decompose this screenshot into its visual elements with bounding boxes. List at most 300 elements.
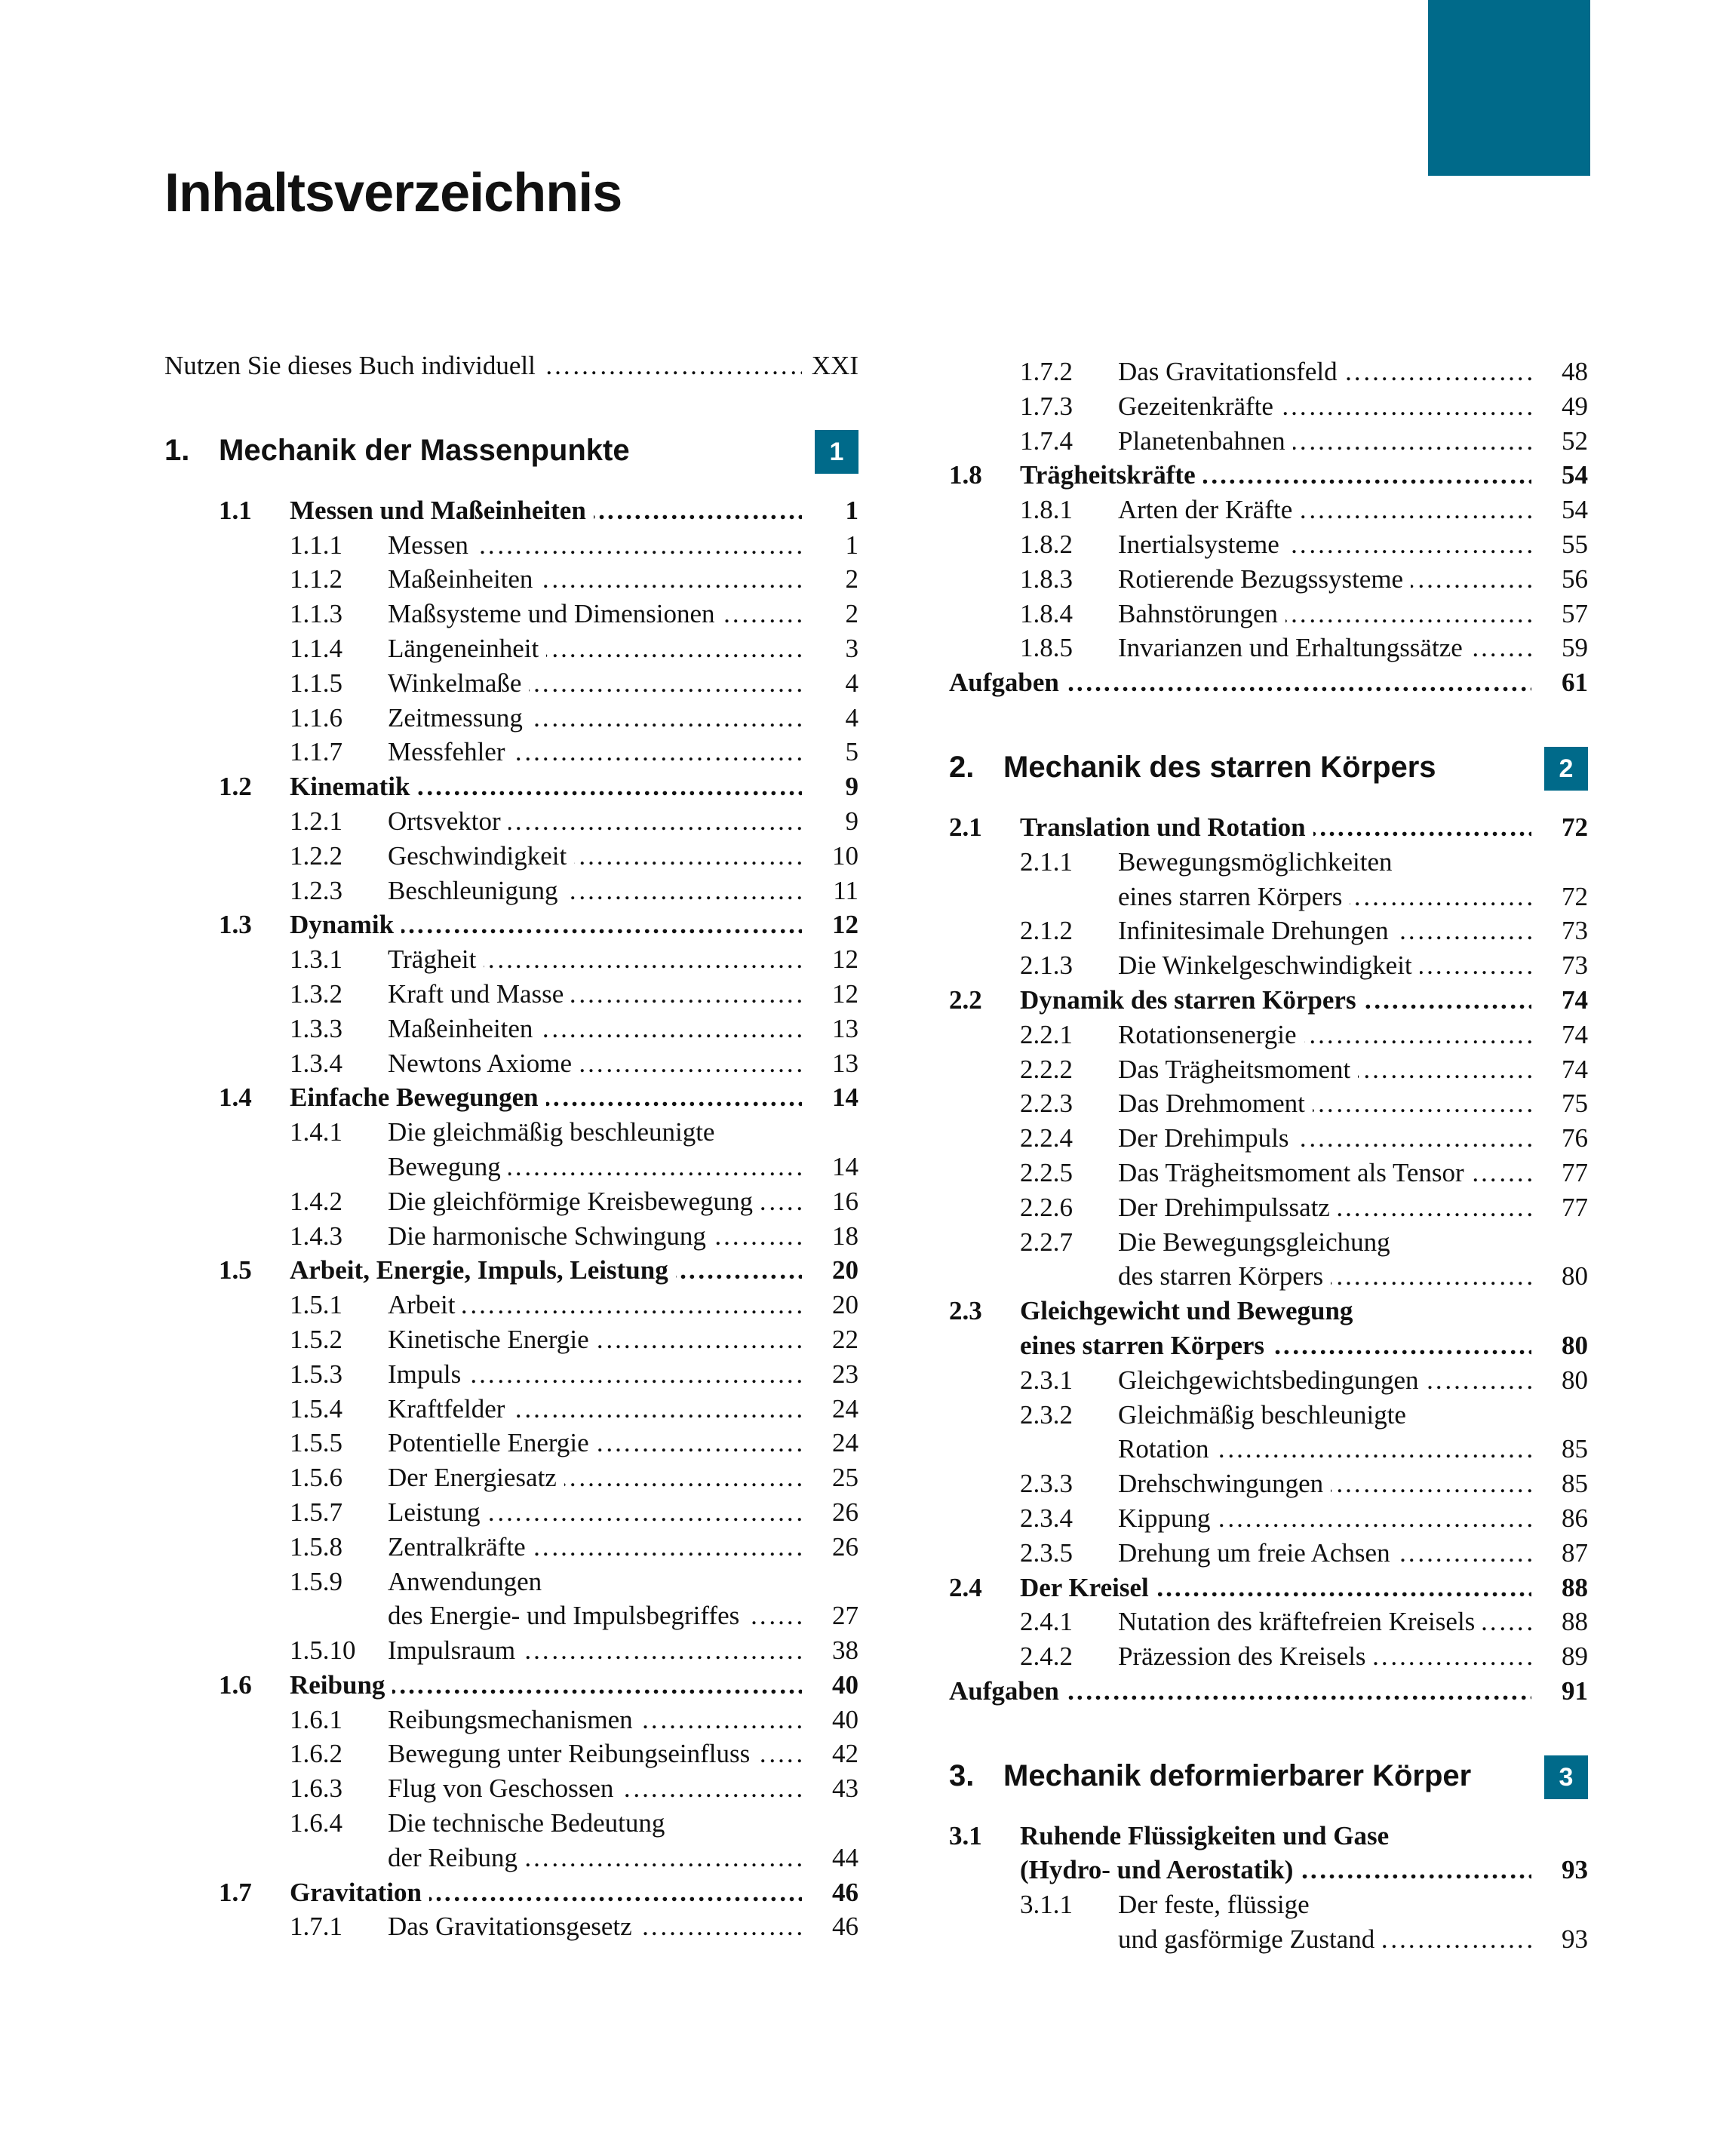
toc-entry[interactable] — [949, 389, 1588, 424]
chapter-title: Mechanik der Massenpunkte — [219, 433, 630, 467]
toc-entry[interactable] — [949, 562, 1588, 597]
toc-entry[interactable] — [949, 1467, 1588, 1501]
section-number: 1.5.2 — [290, 1324, 342, 1354]
toc-entry[interactable] — [164, 908, 858, 942]
entry-title: Geschwindigkeit — [388, 841, 574, 871]
page-number: 74 — [1562, 1054, 1588, 1084]
page-number: 54 — [1562, 495, 1588, 525]
entry-title-leader — [388, 1909, 802, 1944]
section-number: 1.1.2 — [290, 564, 342, 594]
section-number: 1.5.6 — [290, 1463, 342, 1493]
toc-entry[interactable] — [949, 1294, 1588, 1328]
toc-entry[interactable] — [949, 493, 1588, 527]
page-number: 2 — [845, 564, 858, 594]
page-number: 52 — [1562, 425, 1588, 456]
toc-entry[interactable] — [949, 1432, 1588, 1467]
page-number: 57 — [1562, 598, 1588, 628]
page-number: 80 — [1562, 1365, 1588, 1395]
entry-title-leader — [1020, 1853, 1531, 1887]
entry-title-leader — [949, 1674, 1531, 1709]
toc-entry[interactable] — [164, 1012, 858, 1046]
toc-entry[interactable] — [164, 1115, 858, 1150]
section-number: 1.7.1 — [290, 1912, 342, 1942]
toc-entry[interactable] — [949, 631, 1588, 665]
section-number: 2.3.4 — [1020, 1503, 1073, 1533]
toc-entry[interactable] — [164, 493, 858, 528]
entry-title-leader — [388, 1565, 802, 1599]
toc-entry[interactable] — [949, 1571, 1588, 1605]
page-number: 12 — [832, 910, 858, 940]
toc-entry[interactable] — [949, 1398, 1588, 1433]
section-number: 1.8 — [949, 460, 982, 490]
section-number: 2.1.1 — [1020, 846, 1073, 877]
page-number: 11 — [833, 875, 858, 905]
page-number: 89 — [1562, 1642, 1588, 1672]
page-number: 20 — [832, 1255, 858, 1285]
toc-entry[interactable] — [164, 1150, 858, 1184]
toc-entry[interactable] — [164, 1392, 858, 1427]
section-number: 1.1.1 — [290, 530, 342, 560]
page-number: 23 — [832, 1359, 858, 1389]
entry-title: Ortsvektor — [388, 806, 508, 836]
entry-title: Trägheitskräfte — [1020, 460, 1203, 490]
section-number: 1.8.2 — [1020, 529, 1073, 559]
toc-entry[interactable] — [164, 349, 858, 383]
section-number: 1.8.1 — [1020, 495, 1073, 525]
entry-title: Das Trägheitsmoment als Tensor — [1118, 1158, 1472, 1187]
toc-entry[interactable] — [164, 1841, 858, 1875]
entry-title: Potentielle Energie — [388, 1428, 597, 1457]
toc-entry[interactable] — [164, 631, 858, 666]
entry-title: Newtons Axiome — [388, 1049, 579, 1078]
entry-title-leader — [1020, 1294, 1531, 1328]
chapter-heading[interactable] — [949, 1734, 1588, 1819]
section-number: 2.3.3 — [1020, 1469, 1073, 1499]
section-number: 2.3.2 — [1020, 1399, 1073, 1430]
entry-title-leader — [1118, 1259, 1531, 1294]
section-number: 1.2 — [219, 772, 252, 802]
page-number: 59 — [1562, 633, 1588, 663]
entry-title-leader — [388, 977, 802, 1012]
entry-title-leader — [388, 528, 802, 563]
entry-title-leader — [1118, 1190, 1531, 1225]
entry-title-leader — [1020, 983, 1531, 1018]
entry-title: Rotierende Bezugssysteme — [1118, 564, 1411, 594]
entry-title-leader — [388, 562, 802, 597]
chapter-spacer — [164, 383, 858, 409]
page-number: 76 — [1562, 1123, 1588, 1153]
toc-entry[interactable] — [164, 1495, 858, 1530]
entry-title: Die gleichförmige Kreisbewegung — [388, 1187, 760, 1216]
entry-title-leader — [1118, 1467, 1531, 1501]
page-number: 80 — [1562, 1261, 1588, 1291]
toc-entry[interactable] — [949, 1052, 1588, 1087]
page-number: 16 — [832, 1186, 858, 1216]
chapter-heading[interactable] — [164, 409, 858, 493]
entry-title: Arten der Kräfte — [1118, 495, 1300, 524]
entry-title-leader — [388, 1737, 802, 1771]
page-number: 14 — [832, 1151, 858, 1181]
entry-title: Die Bewegungsgleichung — [1118, 1227, 1398, 1257]
page-number: 22 — [832, 1324, 858, 1354]
entry-title-leader — [1020, 458, 1531, 493]
entry-title-leader — [1118, 1086, 1531, 1121]
page-number: 88 — [1562, 1607, 1588, 1637]
toc-entry[interactable] — [949, 880, 1588, 914]
section-number: 1.1.6 — [290, 702, 342, 732]
page-number: 38 — [832, 1635, 858, 1666]
entry-title-leader — [1118, 1018, 1531, 1052]
entry-title-leader — [1118, 389, 1531, 424]
entry-title-leader — [164, 349, 802, 383]
entry-title: Gravitation — [290, 1878, 429, 1907]
toc-entry[interactable] — [949, 983, 1588, 1018]
entry-title-leader — [388, 1806, 802, 1841]
toc-entry[interactable] — [164, 1460, 858, 1495]
page-number: 91 — [1562, 1675, 1588, 1706]
entry-title: Anwendungen — [388, 1567, 549, 1596]
chapter-number: 1. — [164, 433, 190, 467]
entry-title: des starren Körpers — [1118, 1261, 1331, 1291]
entry-title: Reibung — [290, 1670, 392, 1700]
entry-title-leader — [1118, 1501, 1531, 1536]
page-number: 73 — [1562, 951, 1588, 981]
entry-title-leader — [1118, 1432, 1531, 1467]
toc-entry[interactable] — [164, 1322, 858, 1357]
toc-entry[interactable] — [949, 1922, 1588, 1957]
entry-title-leader — [388, 1219, 802, 1254]
toc-entry[interactable] — [949, 810, 1588, 845]
entry-title: Kraft und Masse — [388, 979, 571, 1009]
section-number: 1.5.7 — [290, 1497, 342, 1527]
section-number: 1.5.5 — [290, 1428, 342, 1458]
section-number: 2.3 — [949, 1296, 982, 1326]
entry-title-leader — [1020, 1328, 1531, 1363]
toc-entry[interactable] — [949, 355, 1588, 389]
entry-title: des Energie- und Impulsbegriffes — [388, 1601, 747, 1630]
entry-title-leader — [388, 874, 802, 908]
section-number: 1.1.3 — [290, 599, 342, 629]
page-number: 43 — [832, 1774, 858, 1804]
entry-title: Das Gravitationsfeld — [1118, 357, 1345, 386]
entry-title: eines starren Körpers — [1118, 882, 1350, 911]
entry-title-leader — [1118, 562, 1531, 597]
section-number: 1.5.9 — [290, 1566, 342, 1596]
entry-title: Beschleunigung — [388, 876, 566, 905]
section-number: 2.2 — [949, 984, 982, 1015]
toc-entry[interactable] — [164, 769, 858, 804]
entry-title-leader — [388, 1357, 802, 1392]
chapter-tab-marker — [1428, 0, 1590, 176]
section-number: 1.1.7 — [290, 737, 342, 767]
entry-title-leader — [388, 839, 802, 874]
chapter-heading[interactable] — [949, 726, 1588, 810]
entry-title: Winkelmaße — [388, 668, 529, 698]
entry-title-leader — [1118, 1363, 1531, 1398]
toc-entry[interactable] — [164, 1703, 858, 1737]
page-number: XXI — [811, 351, 858, 380]
toc-entry[interactable] — [949, 1674, 1588, 1709]
page-number: 4 — [845, 702, 858, 732]
toc-entry[interactable] — [164, 666, 858, 701]
entry-title: Längeneinheit — [388, 634, 546, 663]
entry-title: Infinitesimale Drehungen — [1118, 916, 1396, 945]
entry-title-leader — [290, 1080, 802, 1115]
entry-title: Kraftfelder — [388, 1394, 512, 1424]
page-number: 42 — [832, 1739, 858, 1769]
section-number: 1.6 — [219, 1669, 252, 1700]
toc-entry[interactable] — [164, 701, 858, 736]
page-number: 2 — [845, 599, 858, 629]
toc-entry[interactable] — [164, 562, 858, 597]
entry-title: Kinetische Energie — [388, 1325, 597, 1354]
entry-title: Aufgaben — [949, 668, 1067, 697]
entry-title: Bewegung unter Reibungseinfluss — [388, 1739, 757, 1768]
toc-entry[interactable] — [164, 1357, 858, 1392]
entry-title: Leistung — [388, 1497, 487, 1527]
section-number: 2.2.5 — [1020, 1157, 1073, 1187]
toc-entry[interactable] — [949, 845, 1588, 880]
section-number: 2.1 — [949, 812, 982, 842]
page-number: 73 — [1562, 916, 1588, 946]
entry-title: Messen und Maßeinheiten — [290, 496, 594, 525]
toc-entry[interactable] — [164, 735, 858, 769]
entry-title: Der Drehimpulssatz — [1118, 1193, 1338, 1222]
entry-title: Invarianzen und Erhaltungssätze — [1118, 633, 1470, 662]
section-number: 1.7.3 — [1020, 391, 1073, 421]
toc-entry[interactable] — [949, 424, 1588, 459]
entry-title-leader — [1020, 810, 1531, 845]
entry-title-leader — [1118, 597, 1531, 631]
entry-title: Der Kreisel — [1020, 1573, 1156, 1602]
entry-title: Das Gravitationsgesetz — [388, 1912, 640, 1941]
section-number: 1.6.1 — [290, 1704, 342, 1734]
entry-title-leader — [1118, 1605, 1531, 1639]
entry-title: Aufgaben — [949, 1676, 1067, 1706]
section-number: 1.7.2 — [1020, 357, 1073, 386]
page-number: 12 — [832, 978, 858, 1009]
page-number: 86 — [1562, 1503, 1588, 1533]
toc-entry[interactable] — [949, 1605, 1588, 1639]
toc-entry[interactable] — [949, 914, 1588, 948]
page-number: 49 — [1562, 391, 1588, 421]
section-number: 1.3.3 — [290, 1013, 342, 1043]
entry-title-leader — [290, 493, 802, 528]
section-number: 1.5.8 — [290, 1531, 342, 1562]
toc-entry[interactable] — [164, 1633, 858, 1668]
section-number: 1.3.4 — [290, 1048, 342, 1078]
toc-entry[interactable] — [949, 1086, 1588, 1121]
entry-title-leader — [1118, 355, 1531, 389]
toc-entry[interactable] — [949, 665, 1588, 700]
page-number: 14 — [832, 1083, 858, 1113]
section-number: 2.2.6 — [1020, 1192, 1073, 1222]
toc-entry[interactable] — [949, 1536, 1588, 1571]
entry-title-leader — [388, 1392, 802, 1427]
entry-title: Der Energiesatz — [388, 1463, 564, 1492]
entry-title-leader — [1118, 1156, 1531, 1190]
entry-title-leader — [388, 1841, 802, 1875]
section-number: 2.4.2 — [1020, 1642, 1073, 1672]
section-number: 1.1 — [219, 495, 252, 525]
entry-title-leader — [1118, 948, 1531, 983]
entry-title-leader — [388, 1184, 802, 1219]
entry-title: Impulsraum — [388, 1635, 523, 1665]
page-number: 75 — [1562, 1089, 1588, 1119]
entry-title-leader — [290, 1875, 802, 1910]
section-number: 2.4 — [949, 1572, 982, 1602]
toc-entry[interactable] — [949, 597, 1588, 631]
entry-title: Kinematik — [290, 772, 417, 801]
page-number: 26 — [832, 1497, 858, 1527]
toc-entry[interactable] — [164, 942, 858, 977]
toc-entry[interactable] — [164, 597, 858, 631]
toc-entry[interactable] — [164, 1046, 858, 1081]
entry-title: Dynamik des starren Körpers — [1020, 985, 1364, 1015]
page-number: 72 — [1562, 881, 1588, 911]
toc-entry[interactable] — [164, 1080, 858, 1115]
section-number: 1.8.3 — [1020, 564, 1073, 594]
page-title: Inhaltsverzeichnis — [164, 163, 622, 223]
toc-entry[interactable] — [949, 1190, 1588, 1225]
toc-entry[interactable] — [949, 1225, 1588, 1260]
section-number: 2.2.4 — [1020, 1123, 1073, 1153]
toc-entry[interactable] — [164, 1184, 858, 1219]
chapter-spacer — [949, 700, 1588, 726]
page-number: 72 — [1562, 812, 1588, 842]
entry-title: Drehung um freie Achsen — [1118, 1538, 1398, 1568]
entry-title: Maßeinheiten — [388, 564, 540, 594]
entry-title-leader — [388, 1530, 802, 1565]
section-number: 1.3 — [219, 910, 252, 940]
page-number: 4 — [845, 668, 858, 698]
page-number: 74 — [1562, 984, 1588, 1015]
toc-entry[interactable] — [164, 804, 858, 839]
entry-title: Die technische Bedeutung — [388, 1808, 672, 1838]
entry-title-leader — [388, 1771, 802, 1806]
page-number: 74 — [1562, 1019, 1588, 1049]
page-number: 40 — [832, 1704, 858, 1734]
toc-entry[interactable] — [949, 1363, 1588, 1398]
entry-title: Maßeinheiten — [388, 1014, 540, 1043]
entry-title: Nutation des kräftefreien Kreisels — [1118, 1607, 1482, 1636]
entry-title-leader — [388, 666, 802, 701]
page-number: 93 — [1562, 1855, 1588, 1885]
page-number: 26 — [832, 1531, 858, 1562]
toc-entry[interactable] — [949, 527, 1588, 562]
toc-entry[interactable] — [949, 1018, 1588, 1052]
toc-entry[interactable] — [164, 1771, 858, 1806]
entry-title: Gleichmäßig beschleunigte — [1118, 1400, 1414, 1430]
toc-entry[interactable] — [949, 458, 1588, 493]
entry-title-leader — [388, 1150, 802, 1184]
toc-entry[interactable] — [164, 1288, 858, 1322]
page-number: 3 — [845, 633, 858, 663]
page-number: 27 — [832, 1601, 858, 1631]
page-number: 18 — [832, 1221, 858, 1251]
page-number: 1 — [845, 530, 858, 560]
toc-entry[interactable] — [949, 1259, 1588, 1294]
chapter-number: 3. — [949, 1758, 975, 1792]
toc-entry[interactable] — [164, 1909, 858, 1944]
page-number: 10 — [832, 840, 858, 871]
page-number: 9 — [845, 772, 858, 802]
entry-title-leader — [1118, 845, 1531, 880]
toc-entry[interactable] — [949, 1853, 1588, 1887]
toc-entry[interactable] — [164, 1565, 858, 1599]
toc-entry[interactable] — [164, 1253, 858, 1288]
entry-title-leader — [388, 1599, 802, 1633]
section-number: 1.7.4 — [1020, 425, 1073, 456]
toc-entry[interactable] — [164, 1668, 858, 1703]
toc-entry[interactable] — [164, 528, 858, 563]
section-number: 1.5 — [219, 1255, 252, 1285]
toc-entry[interactable] — [949, 948, 1588, 983]
section-number: 1.4.3 — [290, 1221, 342, 1251]
section-number: 1.2.2 — [290, 840, 342, 871]
entry-title: Dynamik — [290, 910, 401, 939]
section-number: 1.6.4 — [290, 1808, 342, 1838]
entry-title: Zeitmessung — [388, 703, 530, 732]
toc-entry[interactable] — [164, 839, 858, 874]
entry-title: Der Drehimpuls — [1118, 1123, 1296, 1153]
entry-title: Bahnstörungen — [1118, 599, 1285, 628]
page-number: 77 — [1562, 1192, 1588, 1222]
toc-entry[interactable] — [949, 1819, 1588, 1853]
entry-title-leader — [1020, 1571, 1531, 1605]
toc-entry[interactable] — [164, 1806, 858, 1841]
entry-title: Impuls — [388, 1359, 468, 1389]
entry-title-leader — [388, 1012, 802, 1046]
entry-title-leader — [1118, 1398, 1531, 1433]
toc-entry[interactable] — [164, 1599, 858, 1633]
toc-entry[interactable] — [164, 1737, 858, 1771]
toc-entry[interactable] — [164, 1875, 858, 1910]
page-number: 85 — [1562, 1469, 1588, 1499]
entry-title-leader — [1118, 914, 1531, 948]
toc-entry[interactable] — [164, 1426, 858, 1460]
page-number: 54 — [1562, 460, 1588, 490]
section-number: 2.3.5 — [1020, 1537, 1073, 1568]
toc-column-left — [164, 349, 858, 1944]
toc-entry[interactable] — [949, 1121, 1588, 1156]
entry-title-leader — [1118, 424, 1531, 459]
section-number: 1.5.1 — [290, 1290, 342, 1320]
toc-entry[interactable] — [164, 1219, 858, 1254]
page-number: 80 — [1562, 1330, 1588, 1360]
page-number: 1 — [845, 495, 858, 525]
toc-entry[interactable] — [164, 1530, 858, 1565]
page-number: 93 — [1562, 1924, 1588, 1955]
entry-title-leader — [388, 942, 802, 977]
toc-entry[interactable] — [164, 977, 858, 1012]
section-number: 2.2.1 — [1020, 1019, 1073, 1049]
toc-entry[interactable] — [164, 874, 858, 908]
toc-entry[interactable] — [949, 1156, 1588, 1190]
page-number: 87 — [1562, 1537, 1588, 1568]
entry-title: Präzession des Kreisels — [1118, 1642, 1374, 1671]
entry-title: (Hydro- und Aerostatik) — [1020, 1855, 1301, 1884]
entry-title: Arbeit — [388, 1290, 462, 1319]
toc-entry[interactable] — [949, 1328, 1588, 1363]
toc-entry[interactable] — [949, 1639, 1588, 1674]
entry-title-leader — [388, 1495, 802, 1530]
toc-entry[interactable] — [949, 1887, 1588, 1922]
page-number: 25 — [832, 1463, 858, 1493]
toc-entry[interactable] — [949, 1501, 1588, 1536]
section-number: 2.3.1 — [1020, 1365, 1073, 1395]
entry-title: Rotation — [1118, 1434, 1217, 1463]
